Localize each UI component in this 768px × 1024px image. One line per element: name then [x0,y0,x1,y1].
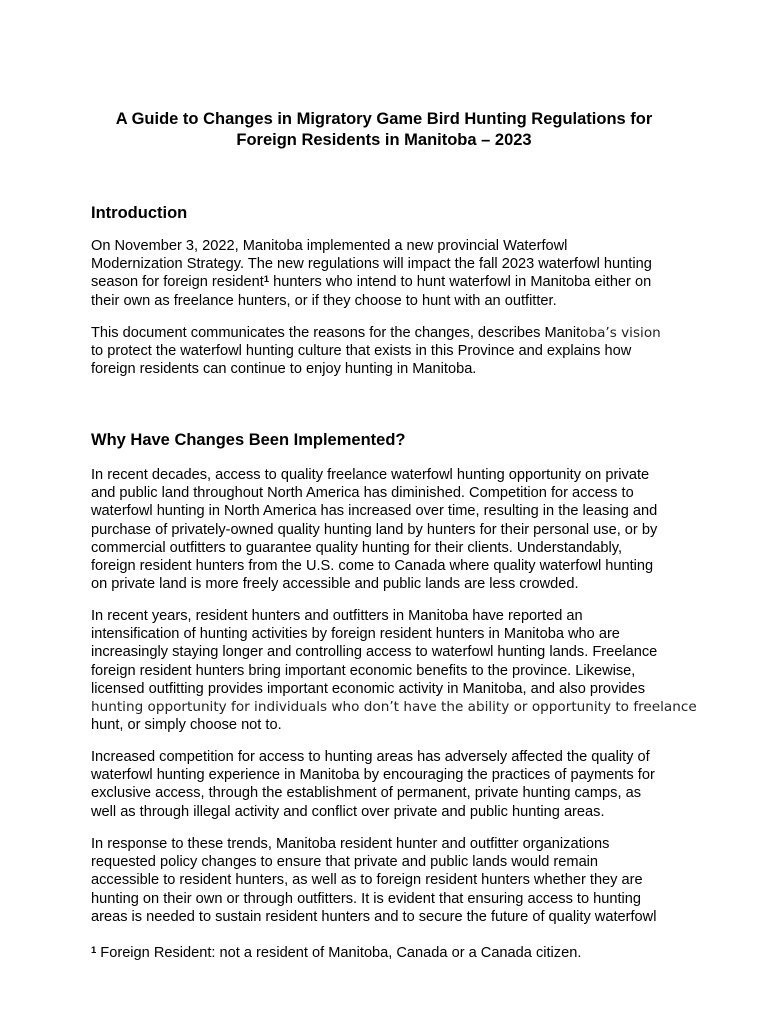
document-title [60,109,708,151]
text-line: increasingly staying longer and controlling access to waterfowl hunting lands. Freelance [91,644,658,661]
text-line: requested policy changes to ensure that private and public lands would remain [91,854,599,871]
introduction-heading: Introduction [91,204,188,222]
text-segment: season for foreign resident [91,274,264,291]
text-line: Increased competition for access to hunting areas has adversely affected the quality of [91,749,650,765]
text-segment: oba’s vision [580,325,661,341]
text-line: waterfowl hunting in North America has increased over time, resulting in the leasing and [91,503,658,520]
footnote-text: Foreign Resident: not a resident of Manitoba, Canada or a Canada citizen. [100,945,582,961]
text-line: waterfowl hunting experience in Manitoba by encouraging the practices of payments for [91,767,655,784]
why-paragraph-2 [91,607,697,734]
text-line: foreign residents can continue to enjoy hunting in Manitoba. [91,361,477,378]
text-line: hunting on their own or through outfitters. It is evident that ensuring access to hunting [91,890,642,907]
text-line: In response to these trends, Manitoba resident hunter and outfitter organizations [91,836,610,852]
title-line-1: A Guide to Changes in Migratory Game Bird Hunting Regulations for [115,110,653,128]
text-line [91,324,681,342]
text-segment: This document communicates the reasons for the changes, describes Manit [91,325,581,341]
text-line: hunt, or simply choose not to. [91,717,282,734]
text-line: foreign resident hunters from the U.S. come to Canada where quality waterfowl hunting [91,558,654,575]
text-line: well as through illegal activity and conflict over private and public hunting areas. [91,803,605,820]
why-paragraph-3 [91,748,681,821]
text-line: exclusive access, through the establishment of permanent, private hunting camps, as [91,785,641,802]
text-line: foreign resident hunters bring important economic benefits to the province. Likewise, [91,662,636,679]
text-line: intensification of hunting activities by foreign resident hunters in Manitoba who are [91,626,620,643]
text-line [91,273,681,291]
text-line: on private land is more freely accessible and public lands are less crowded. [91,576,579,593]
why-paragraph-4 [91,835,681,926]
text-line: licensed outfitting provides important economic activity in Manitoba, and also provides [91,680,646,697]
why-paragraph-1 [91,466,681,593]
footnote-marker: 1 [91,945,97,956]
introduction-paragraph-2 [91,324,681,379]
text-line: In recent years, resident hunters and outfitters in Manitoba have reported an [91,608,583,624]
text-segment: hunters who intend to hunt waterfowl in Manitoba either on [269,274,652,291]
text-line: areas is needed to sustain resident hunters and to secure the future of quality waterfowl [91,908,657,925]
footnote-reference: 1 [263,274,270,286]
text-line: their own as freelance hunters, or if they choose to hunt with an outfitter. [91,292,557,309]
introduction-paragraph-1 [91,237,681,310]
text-line: hunting opportunity for individuals who don’t have the ability or opportunity to freelance [91,699,697,716]
text-line: to protect the waterfowl hunting culture that exists in this Province and explains how [91,343,632,360]
footnote [91,944,581,962]
text-line: purchase of privately-owned quality hunting land by hunters for their personal use, or by [91,521,658,538]
text-line: In recent decades, access to quality freelance waterfowl hunting opportunity on private [91,467,650,483]
title-line-2: Foreign Residents in Manitoba – 2023 [236,131,532,149]
text-line: Modernization Strategy. The new regulations will impact the fall 2023 waterfowl hunting [91,256,652,273]
text-line: and public land throughout North America has diminished. Competition for access to [91,485,634,502]
text-line: commercial outfitters to guarantee quality hunting for their clients. Understandably, [91,539,623,556]
text-line: accessible to resident hunters, as well as to foreign resident hunters whether they are [91,872,643,889]
why-changes-heading: Why Have Changes Been Implemented? [91,431,406,449]
text-line: On November 3, 2022, Manitoba implemented a new provincial Waterfowl [91,238,568,254]
